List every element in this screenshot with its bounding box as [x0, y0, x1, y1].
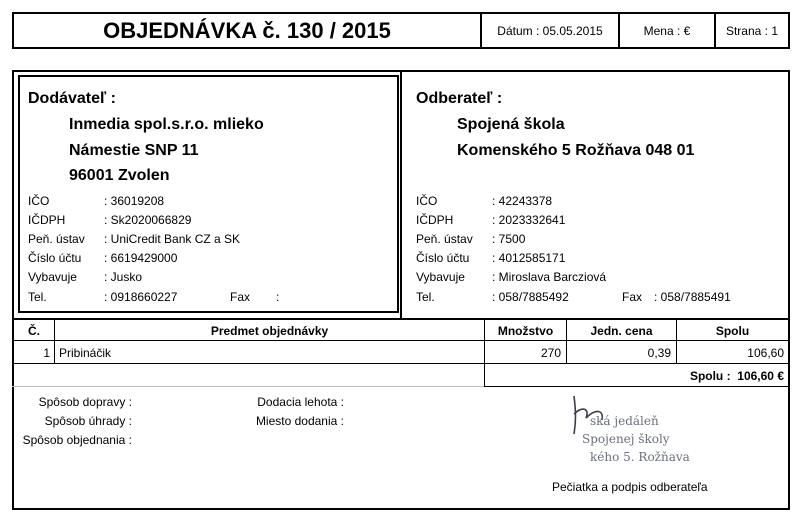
th-total: Spolu: [715, 324, 750, 338]
grand-total: [490, 369, 784, 383]
th-no: Č.: [28, 324, 40, 338]
table-top-border: [12, 318, 790, 320]
customer-name: Spojená škola: [457, 116, 565, 133]
supplier-tel-value: : 0918660227: [104, 290, 178, 304]
customer-fax-value: : 058/7885491: [654, 290, 731, 304]
table-total-divider: [484, 386, 790, 387]
customer-ico-label: IČO: [416, 194, 438, 208]
th-item: Predmet objednávky: [210, 324, 329, 338]
parties-divider: [400, 72, 402, 318]
delivery-time-label: Dodacia lehota :: [257, 395, 344, 409]
supplier-handler-value: : Jusko: [104, 270, 143, 284]
currency-label: Mena :: [643, 23, 681, 38]
ordering-label: Spôsob objednania :: [22, 433, 132, 447]
supplier-street: Námestie SNP 11: [69, 142, 199, 159]
payment-label: Spôsob úhrady :: [44, 414, 132, 428]
supplier-fax-value: :: [276, 290, 280, 304]
supplier-heading: Dodávateľ :: [28, 90, 116, 107]
page-label: Strana :: [725, 23, 768, 38]
currency-value: €: [683, 23, 691, 38]
customer-account-value: : 4012585171: [492, 251, 566, 265]
table-total-left-divider: [12, 386, 484, 387]
order-currency: [620, 14, 716, 47]
customer-fax-label: Fax: [622, 290, 643, 304]
table-header-divider: [12, 340, 790, 341]
order-date: [482, 14, 620, 47]
supplier-name: Inmedia spol.s.r.o. mlieko: [69, 116, 264, 133]
customer-account-label: Číslo účtu: [416, 251, 470, 265]
signature-caption: Pečiatka a podpis odberateľa: [552, 480, 708, 494]
customer-bank-label: Peň. ústav: [416, 232, 473, 246]
stamp-line-1: ská jedáleň: [590, 414, 659, 428]
order-header: [12, 12, 790, 49]
supplier-account-value: : 6619429000: [104, 251, 178, 265]
supplier-tel-label: Tel.: [28, 290, 47, 304]
table-row-divider: [12, 363, 790, 364]
customer-street: Komenského 5 Rožňava 048 01: [457, 142, 695, 159]
date-value: 05.05.2015: [542, 23, 603, 38]
customer-heading: Odberateľ :: [416, 90, 503, 107]
customer-icdph-label: IČDPH: [416, 213, 454, 227]
th-unit-price: Jedn. cena: [590, 324, 653, 338]
supplier-fax-label: Fax: [230, 290, 251, 304]
order-title: OBJEDNÁVKA č. 130 / 2015: [14, 14, 482, 47]
row-item: Pribináčik: [59, 346, 112, 360]
customer-handler-label: Vybavuje: [416, 270, 465, 284]
supplier-handler-label: Vybavuje: [28, 270, 77, 284]
delivery-place-label: Miesto dodania :: [255, 414, 344, 428]
customer-bank-value: : 7500: [492, 232, 526, 246]
page-value: 1: [771, 23, 779, 38]
supplier-icdph-label: IČDPH: [28, 213, 66, 227]
row-no: 1: [43, 346, 50, 360]
transport-label: Spôsob dopravy :: [38, 395, 132, 409]
customer-icdph-value: : 2023332641: [492, 213, 566, 227]
supplier-bank-value: : UniCredit Bank CZ a SK: [104, 232, 241, 246]
row-unit-price: 0,39: [647, 346, 671, 360]
stamp-line-2: Spojenej školy: [582, 432, 670, 446]
supplier-city: 96001 Zvolen: [69, 167, 170, 184]
row-qty: 270: [540, 346, 561, 360]
customer-tel-label: Tel.: [416, 290, 435, 304]
customer-handler-value: : Miroslava Barcziová: [492, 270, 607, 284]
date-label: Dátum :: [497, 23, 540, 38]
order-page: [716, 14, 788, 47]
grand-total-value: 106,60 €: [737, 369, 784, 383]
th-qty: Množstvo: [497, 324, 554, 338]
supplier-account-label: Číslo účtu: [28, 251, 82, 265]
supplier-icdph-value: : Sk2020066829: [104, 213, 192, 227]
supplier-bank-label: Peň. ústav: [28, 232, 85, 246]
customer-ico-value: : 42243378: [492, 194, 553, 208]
supplier-ico-value: : 36019208: [104, 194, 165, 208]
grand-total-label: Spolu :: [689, 369, 731, 383]
supplier-ico-label: IČO: [28, 194, 50, 208]
stamp-line-3: kého 5. Rožňava: [590, 450, 690, 464]
row-total: 106,60: [747, 346, 784, 360]
customer-tel-value: : 058/7885492: [492, 290, 569, 304]
